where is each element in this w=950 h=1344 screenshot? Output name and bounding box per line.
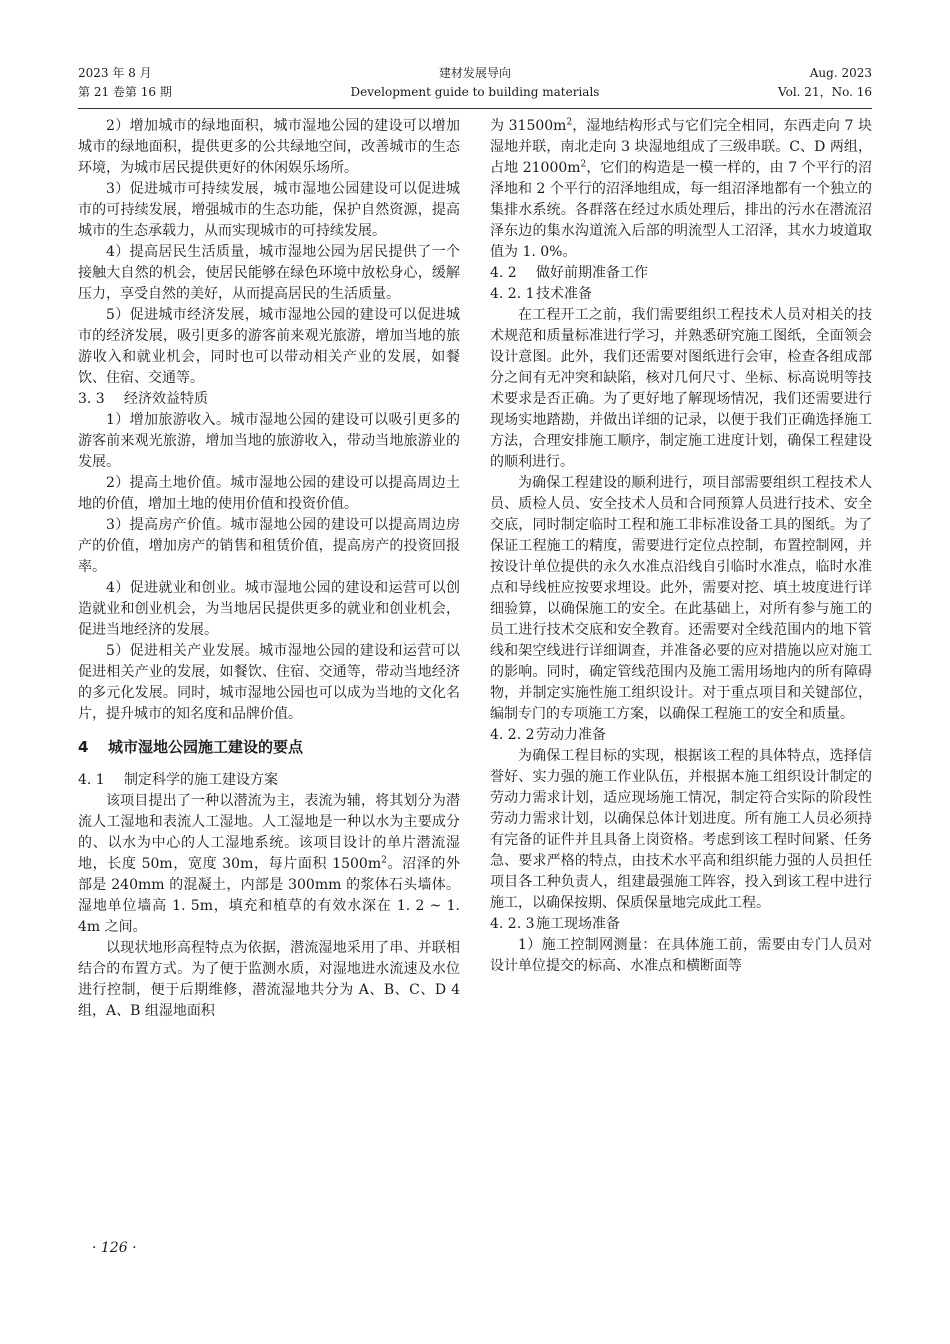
paragraph: 2）增加城市的绿地面积，城市湿地公园的建设可以增加城市的绿地面积，提供更多的公共绿地空间，改善城市的生态环境，为城市居民提供更好的休闲娱乐场所。 (78, 118, 460, 176)
section-heading-3-3 (78, 389, 460, 410)
superscript: 2 (566, 117, 573, 128)
left-column (78, 116, 460, 1022)
paragraph: 3）促进城市可持续发展，城市湿地公园建设可以促进城市的可持续发展，增强城市的生态功能，保护自然资源，提高城市的生态承载力，从而实现城市的可持续发展。 (78, 181, 460, 239)
section-number: 4 (78, 738, 89, 756)
section-heading-4 (78, 737, 460, 758)
section-heading-4-2-3 (490, 914, 872, 935)
section-title: 技术准备 (536, 286, 592, 302)
text-run: ，湿地结构形式与它们完全相同，东西走向 7 块湿地并联，南北走向 3 块湿地组成了三级串联。C、D 两组，占地 21000m (490, 118, 872, 176)
running-header (78, 64, 872, 109)
section-title: 劳动力准备 (536, 727, 606, 743)
section-title: 制定科学的施工建设方案 (124, 772, 278, 788)
paragraph: 5）促进城市经济发展，城市湿地公园的建设可以促进城市的经济发展，吸引更多的游客前来观光旅游，增加当地的旅游收入和就业机会，同时也可以带动相关产业的发展，如餐饮、住宿、交通等。 (78, 307, 460, 386)
section-number: 3. 3 (78, 391, 105, 407)
section-number: 4. 2 (490, 265, 517, 281)
text-run: ，它们的构造是一模一样的，由 7 个平行的沼泽地和 2 个平行的沼泽地组成，每一组沼泽地都有一个独立的集排水系统。各群落在经过水质处理后，排出的污水在潜流沼泽东边的集水沟道流入后部的明流型人工沼泽，其水力坡道取值为 1. 0%。 (490, 160, 873, 260)
paragraph: 为确保工程目标的实现，根据该工程的具体特点，选择信誉好、实力强的施工作业队伍，并根据本施工组织设计制定的劳动力需求计划，适应现场施工情况，制定符合实际的阶段性劳动力需求计划，以确保总体计划进度。所有施工人员必须持有完备的证件并且具备上岗资格。考虑到该工程时间紧、任务急、要求严格的特点，由技术水平高和组织能力强的人员担任项目各工种负责人，组建最强施工阵容，投入到该工程中进行施工，以确保按期、保质保量地完成此工程。 (490, 748, 872, 911)
section-number: 4. 2. 2 (490, 727, 535, 743)
paragraph: 1）施工控制网测量：在具体施工前，需要由专门人员对设计单位提交的标高、水准点和横断面等 (490, 937, 872, 974)
paragraph: 5）促进相关产业发展。城市湿地公园的建设和运营可以促进相关产业的发展，如餐饮、住宿、交通等，带动当地经济的多元化发展。同时，城市湿地公园也可以成为当地的文化名片，提升城市的知名度和品牌价值。 (78, 643, 460, 722)
paragraph: 以现状地形高程特点为依据，潜流湿地采用了串、并联相结合的布置方式。为了便于监测水质，对湿地进水流速及水位进行控制，便于后期维修，潜流湿地共分为 A、B、C、D 4 组，A、B 组湿地面积 (78, 940, 460, 1019)
paragraph: 2）提高土地价值。城市湿地公园的建设可以提高周边土地的价值，增加土地的使用价值和投资价值。 (78, 475, 460, 512)
section-heading-4-2-2 (490, 725, 872, 746)
section-heading-4-2 (490, 263, 872, 284)
paragraph-continued (490, 116, 872, 263)
section-number: 4. 1 (78, 772, 105, 788)
page-number: · 126 · (92, 1240, 137, 1256)
section-title: 施工现场准备 (536, 916, 620, 932)
superscript: 2 (381, 855, 387, 866)
header-issue-info-en (778, 64, 872, 102)
paragraph: 1）增加旅游收入。城市湿地公园的建设可以吸引更多的游客前来观光旅游，增加当地的旅游收入，带动当地旅游业的发展。 (78, 412, 460, 470)
header-volume: 第 21 卷第 16 期 (78, 85, 172, 99)
header-volume-en: Vol. 21，No. 16 (778, 85, 872, 99)
text-run: 为 31500m (490, 118, 567, 134)
section-title: 城市湿地公园施工建设的要点 (108, 738, 304, 756)
section-heading-4-1 (78, 770, 460, 791)
text-run: 。沼泽的外部是 240mm 的混凝土，内部是 300mm 的浆体石头墙体。湿地单位墙高 1. 5m，填充和植草的有效水深在 1. 2 ~ 1. 4m 之间。 (78, 856, 461, 935)
header-date-en: Aug. 2023 (809, 66, 872, 80)
header-journal-cn: 建材发展导向 (438, 66, 511, 80)
paragraph (78, 791, 460, 938)
header-journal-en: Development guide to building materials (350, 85, 600, 99)
text-run: 该项目提出了一种以潜流为主，表流为辅，将其划分为潜流人工湿地和表流人工湿地。人工湿地是一种以水为主要成分的、以水为中心的人工湿地系统。该项目设计的单片潜流湿地，长度 50m，宽度 30m，每片面积 1500m (78, 793, 460, 872)
header-journal-title (78, 64, 872, 102)
right-column (490, 116, 872, 977)
section-number: 4. 2. 3 (490, 916, 535, 932)
section-heading-4-2-1 (490, 284, 872, 305)
paragraph: 为确保工程建设的顺利进行，项目部需要组织工程技术人员、质检人员、安全技术人员和合同预算人员进行技术、安全交底，同时制定临时工程和施工非标准设备工具的图纸。为了保证工程施工的精度，需要进行定位点控制，布置控制网，并按设计单位提供的永久水准点沿线自引临时水准点，临时水准点和导线桩应按要求埋设。此外，需要对挖、填土坡度进行详细验算，以确保施工的安全。在此基础上，对所有参与施工的员工进行技术交底和安全教育。还需要对全线范围内的地下管线和架空线进行详细调查，并准备必要的应对措施以应对施工的影响。同时，确定管线范围内及施工需用场地内的所有障碍物，并制定实施性施工组织设计。对于重点项目和关键部位，编制专门的专项施工方案，以确保工程施工的安全和质量。 (490, 475, 872, 722)
paragraph: 3）提高房产价值。城市湿地公园的建设可以提高周边房产的价值，增加房产的销售和租赁价值，提高房产的投资回报率。 (78, 517, 460, 575)
section-number: 4. 2. 1 (490, 286, 535, 302)
paragraph: 4）提高居民生活质量，城市湿地公园为居民提供了一个接触大自然的机会，使居民能够在绿色环境中放松身心，缓解压力，享受自然的美好，从而提高居民的生活质量。 (78, 244, 460, 302)
paragraph: 4）促进就业和创业。城市湿地公园的建设和运营可以创造就业和创业机会，为当地居民提供更多的就业和创业机会，促进当地经济的发展。 (78, 580, 460, 638)
section-title: 做好前期准备工作 (536, 265, 648, 281)
paragraph: 在工程开工之前，我们需要组织工程技术人员对相关的技术规范和质量标准进行学习，并熟悉研究施工图纸，全面领会设计意图。此外，我们还需要对图纸进行会审，检查各组成部分之间有无冲突和缺陷，核对几何尺寸、坐标、标高说明等技术要求是否正确。为了更好地了解现场情况，我们还需要进行现场实地踏勘，并做出详细的记录，以便于我们正确选择施工方法，合理安排施工顺序，制定施工进度计划，确保工程建设的顺利进行。 (490, 307, 872, 470)
superscript: 2 (580, 159, 587, 170)
header-date: 2023 年 8 月 (78, 66, 152, 80)
section-title: 经济效益特质 (124, 391, 208, 407)
